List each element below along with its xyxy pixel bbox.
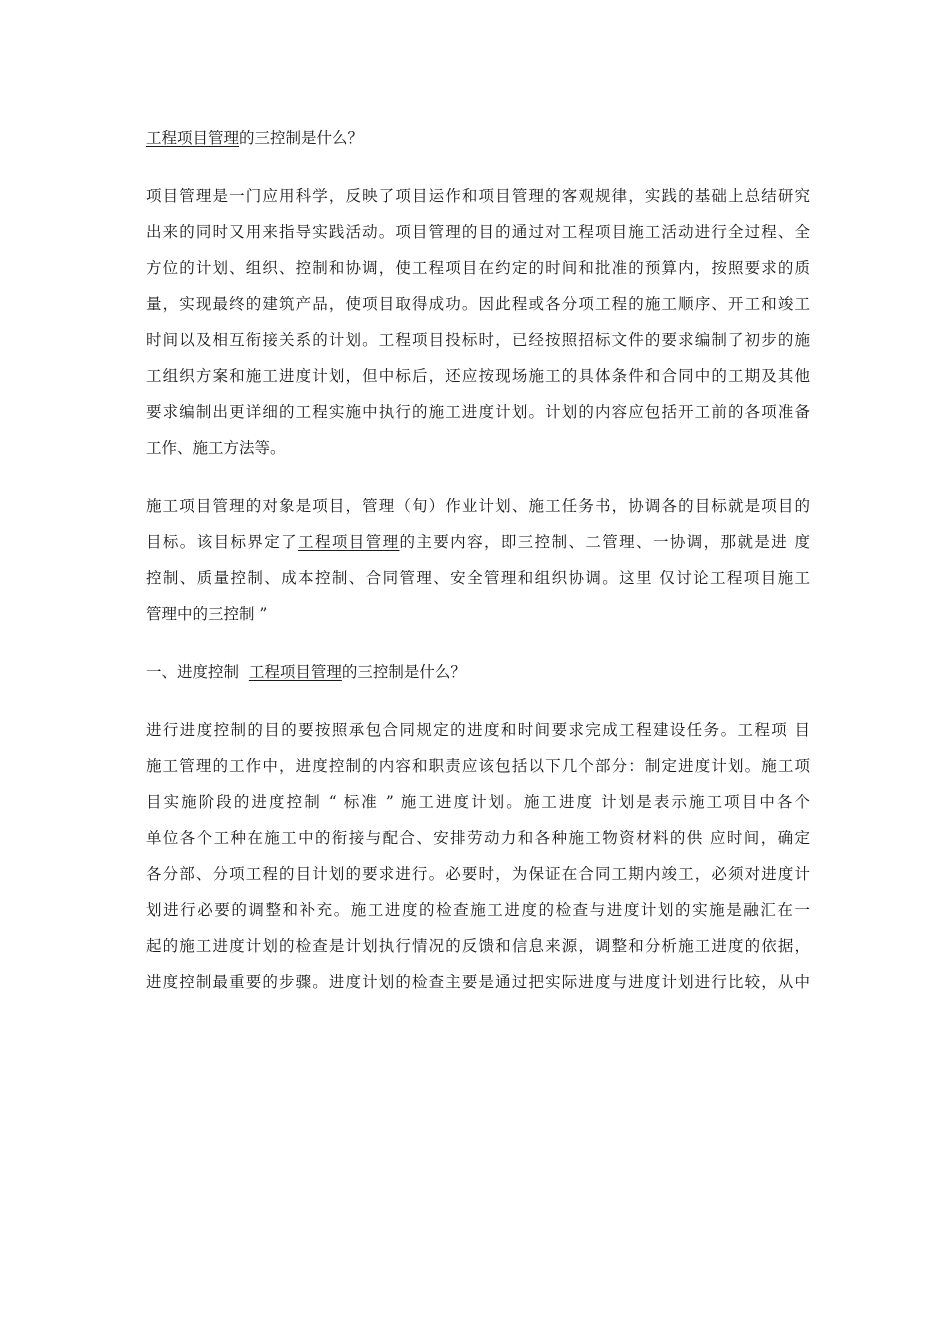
paragraph-line: 时间以及相互衔接关系的计划。工程项目投标时，已经按照招标文件的要求编制了初步的施 bbox=[146, 331, 810, 349]
paragraph-line: 进行进度控制的目的要按照承包合同规定的进度和时间要求完成工程建设任务。工程项 目 bbox=[146, 721, 810, 739]
paragraph-line: 出来的同时又用来指导实践活动。项目管理的目的通过对工程项目施工活动进行全过程、全 bbox=[146, 223, 810, 241]
paragraph-3 bbox=[146, 712, 810, 1000]
paragraph-text: 目标。该目标界定了 bbox=[146, 533, 299, 551]
paragraph-line: 施工管理的工作中，进度控制的内容和职责应该包括以下几个部分：制定进度计划。施工项 bbox=[146, 757, 810, 775]
paragraph-line-with-link bbox=[146, 524, 810, 560]
section-prefix: 一、进度控制 bbox=[146, 663, 249, 681]
paragraph-line: 控制、质量控制、成本控制、合同管理、安全管理和组织协调。这里 仅讨论工程项目施工 bbox=[146, 569, 810, 587]
paragraph-line: 方位的计划、组织、控制和协调，使工程项目在约定的时间和批准的预算内，按照要求的质 bbox=[146, 259, 810, 277]
paragraph-line: 要求编制出更详细的工程实施中执行的施工进度计划。计划的内容应包括开工前的各项准备 bbox=[146, 403, 810, 421]
paragraph-line: 起的施工进度计划的检查是计划执行情况的反馈和信息来源，调整和分析施工进度的依据， bbox=[146, 937, 810, 955]
paragraph-text: 的主要内容，即三控制、二管理、一协调，那就是进 度 bbox=[399, 533, 810, 551]
section-link[interactable]: 工程项目管理 bbox=[248, 663, 342, 681]
paragraph-line: 单位各个工种在施工中的衔接与配合、安排劳动力和各种施工物资材料的供 应时间，确定 bbox=[146, 829, 810, 847]
paragraph-line: 管理中的三控制 ” bbox=[146, 605, 268, 623]
paragraph-line: 量，实现最终的建筑产品，使项目取得成功。因此程或各分项工程的施工顺序、开工和竣工 bbox=[146, 295, 810, 313]
section-rest: 的三控制是什么？ bbox=[341, 663, 466, 681]
doc-title bbox=[146, 120, 810, 156]
paragraph-line: 划进行必要的调整和补充。施工进度的检查施工进度的检查与进度计划的实施是融汇在一 bbox=[146, 901, 810, 919]
title-rest: 的三控制是什么？ bbox=[239, 129, 364, 147]
paragraph-1 bbox=[146, 178, 810, 466]
document-page bbox=[146, 120, 810, 1000]
inline-link[interactable]: 工程项目管理 bbox=[298, 533, 400, 551]
paragraph-line: 工组织方案和施工进度计划，但中标后，还应按现场施工的具体条件和合同中的工期及其他 bbox=[146, 367, 810, 385]
paragraph-line: 进度控制最重要的步骤。进度计划的检查主要是通过把实际进度与进度计划进行比较，从中 bbox=[146, 973, 810, 991]
title-link[interactable]: 工程项目管理 bbox=[146, 129, 240, 147]
paragraph-line: 目实施阶段的进度控制 “ 标准 ” 施工进度计划。施工进度 计划是表示施工项目中各个 bbox=[146, 793, 810, 811]
paragraph-line: 工作、施工方法等。 bbox=[146, 439, 286, 457]
section-heading-1 bbox=[146, 654, 810, 690]
paragraph-line: 施工项目管理的对象是项目，管理（旬）作业计划、施工任务书，协调各的目标就是项目的 bbox=[146, 497, 810, 515]
paragraph-2 bbox=[146, 488, 810, 632]
paragraph-line: 各分部、分项工程的目计划的要求进行。必要时，为保证在合同工期内竣工，必须对进度计 bbox=[146, 865, 810, 883]
paragraph-line: 项目管理是一门应用科学，反映了项目运作和项目管理的客观规律，实践的基础上总结研究 bbox=[146, 187, 810, 205]
